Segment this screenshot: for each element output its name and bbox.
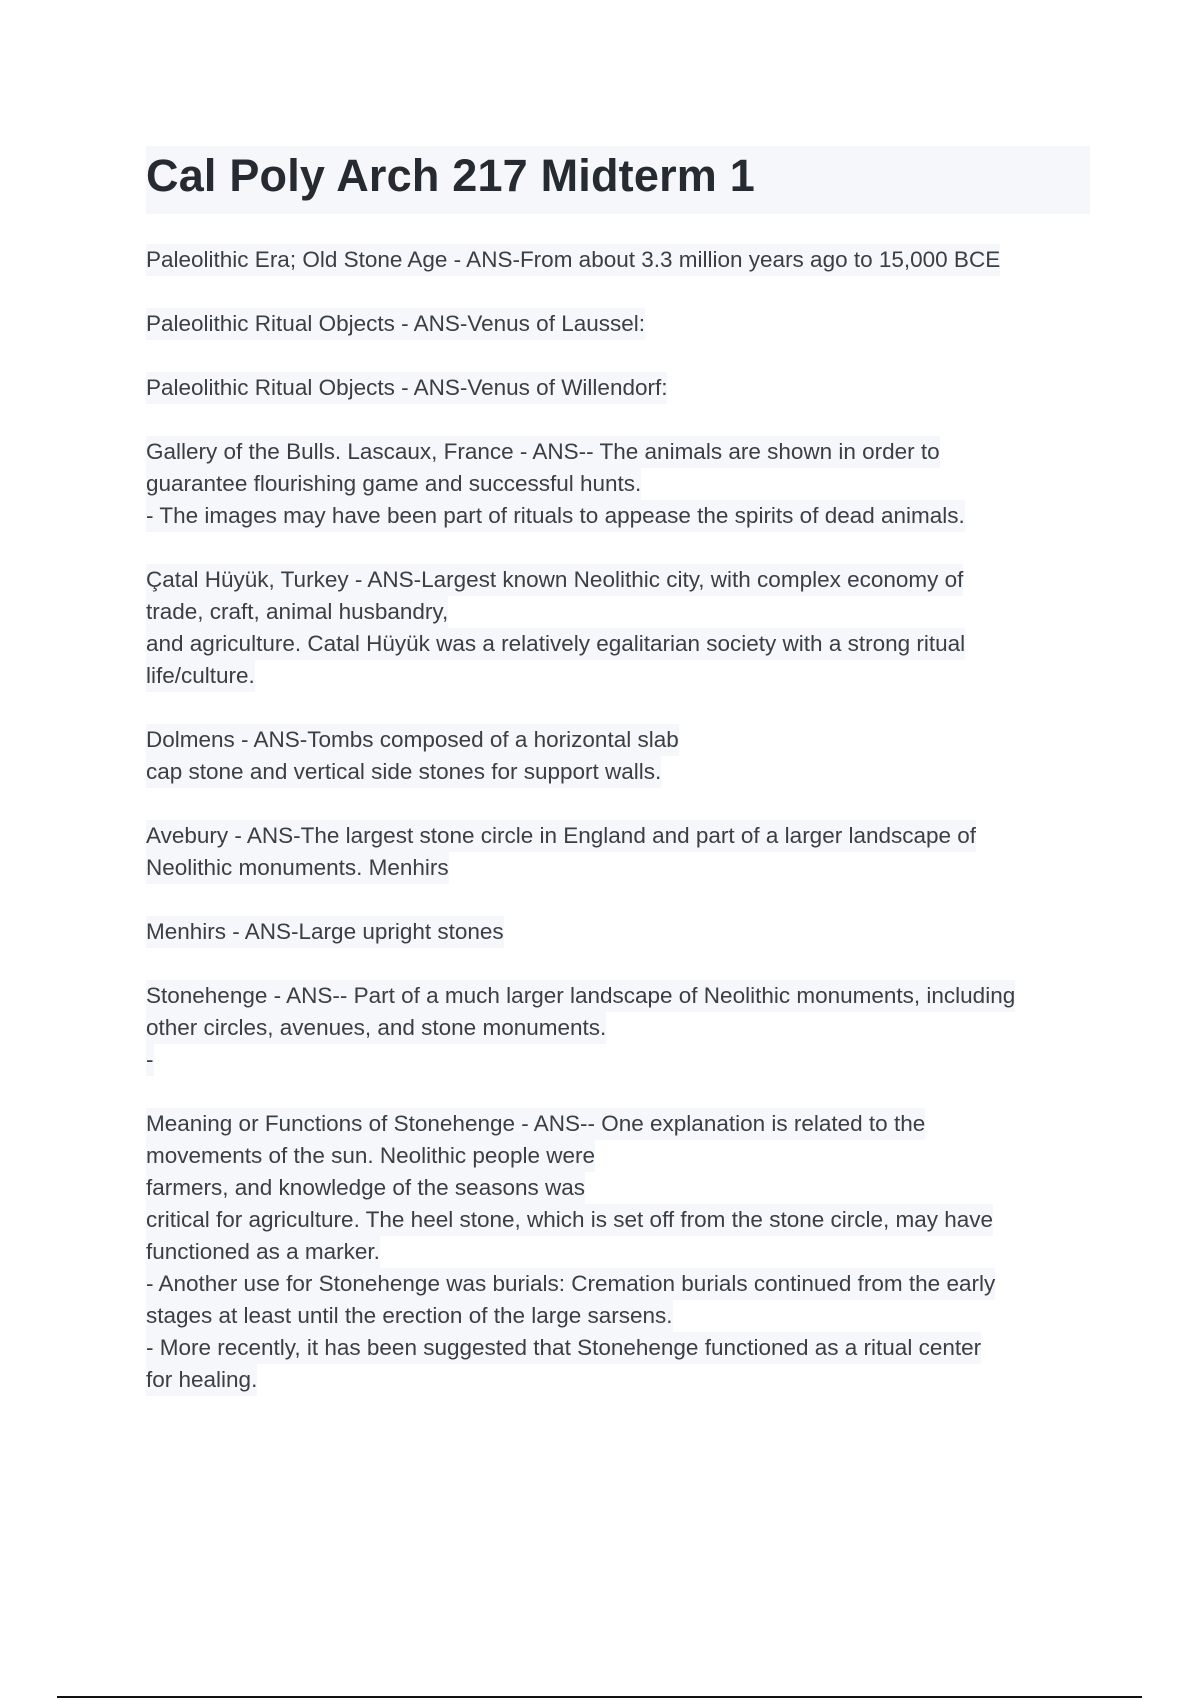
footer-rule xyxy=(57,1696,1142,1698)
entry-line: - Another use for Stonehenge was burials: Cremation burials continued from the early xyxy=(146,1268,995,1300)
entry-line: - The images may have been part of rituals to appease the spirits of dead animals. xyxy=(146,500,965,532)
entry-line: and agriculture. Catal Hüyük was a relatively egalitarian society with a strong ritual xyxy=(146,628,965,660)
entry-line: stages at least until the erection of the large sarsens. xyxy=(146,1300,673,1332)
entry-line: Menhirs - ANS-Large upright stones xyxy=(146,916,504,948)
entry-line: Neolithic monuments. Menhirs xyxy=(146,852,449,884)
flashcard-entry xyxy=(146,436,1090,532)
flashcard-entry xyxy=(146,820,1090,884)
entry-line: guarantee flourishing game and successful hunts. xyxy=(146,468,641,500)
entry-line: other circles, avenues, and stone monuments. xyxy=(146,1012,606,1044)
flashcard-entry xyxy=(146,308,1090,340)
flashcard-entry xyxy=(146,1108,1090,1396)
document-title: Cal Poly Arch 217 Midterm 1 xyxy=(146,150,755,201)
entry-line: Stonehenge - ANS-- Part of a much larger landscape of Neolithic monuments, including xyxy=(146,980,1015,1012)
entry-line: life/culture. xyxy=(146,660,255,692)
entry-line: - xyxy=(146,1044,154,1076)
entry-line: critical for agriculture. The heel stone, which is set off from the stone circle, may have xyxy=(146,1204,993,1236)
entry-line: movements of the sun. Neolithic people were xyxy=(146,1140,595,1172)
entry-line: functioned as a marker. xyxy=(146,1236,380,1268)
flashcard-entry xyxy=(146,372,1090,404)
entry-line: trade, craft, animal husbandry, xyxy=(146,596,448,628)
flashcard-entry xyxy=(146,916,1090,948)
entry-line: Paleolithic Era; Old Stone Age - ANS-From about 3.3 million years ago to 15,000 BCE xyxy=(146,244,1000,276)
entry-line: Avebury - ANS-The largest stone circle in England and part of a larger landscape of xyxy=(146,820,976,852)
entry-line: Meaning or Functions of Stonehenge - ANS-- One explanation is related to the xyxy=(146,1108,925,1140)
entry-line: farmers, and knowledge of the seasons was xyxy=(146,1172,585,1204)
entry-line: Gallery of the Bulls. Lascaux, France - ANS-- The animals are shown in order to xyxy=(146,436,940,468)
flashcard-list xyxy=(146,244,1090,1396)
flashcard-entry xyxy=(146,980,1090,1076)
entry-line: Paleolithic Ritual Objects - ANS-Venus of Willendorf: xyxy=(146,372,667,404)
flashcard-entry xyxy=(146,564,1090,692)
entry-line: Paleolithic Ritual Objects - ANS-Venus of Laussel: xyxy=(146,308,645,340)
entry-line: Çatal Hüyük, Turkey - ANS-Largest known Neolithic city, with complex economy of xyxy=(146,564,963,596)
entry-line: Dolmens - ANS-Tombs composed of a horizontal slab xyxy=(146,724,679,756)
document-page xyxy=(146,146,1090,1428)
entry-line: cap stone and vertical side stones for support walls. xyxy=(146,756,661,788)
flashcard-entry xyxy=(146,724,1090,788)
title-banner xyxy=(146,146,1090,214)
entry-line: for healing. xyxy=(146,1364,257,1396)
flashcard-entry xyxy=(146,244,1090,276)
entry-line: - More recently, it has been suggested that Stonehenge functioned as a ritual center xyxy=(146,1332,981,1364)
